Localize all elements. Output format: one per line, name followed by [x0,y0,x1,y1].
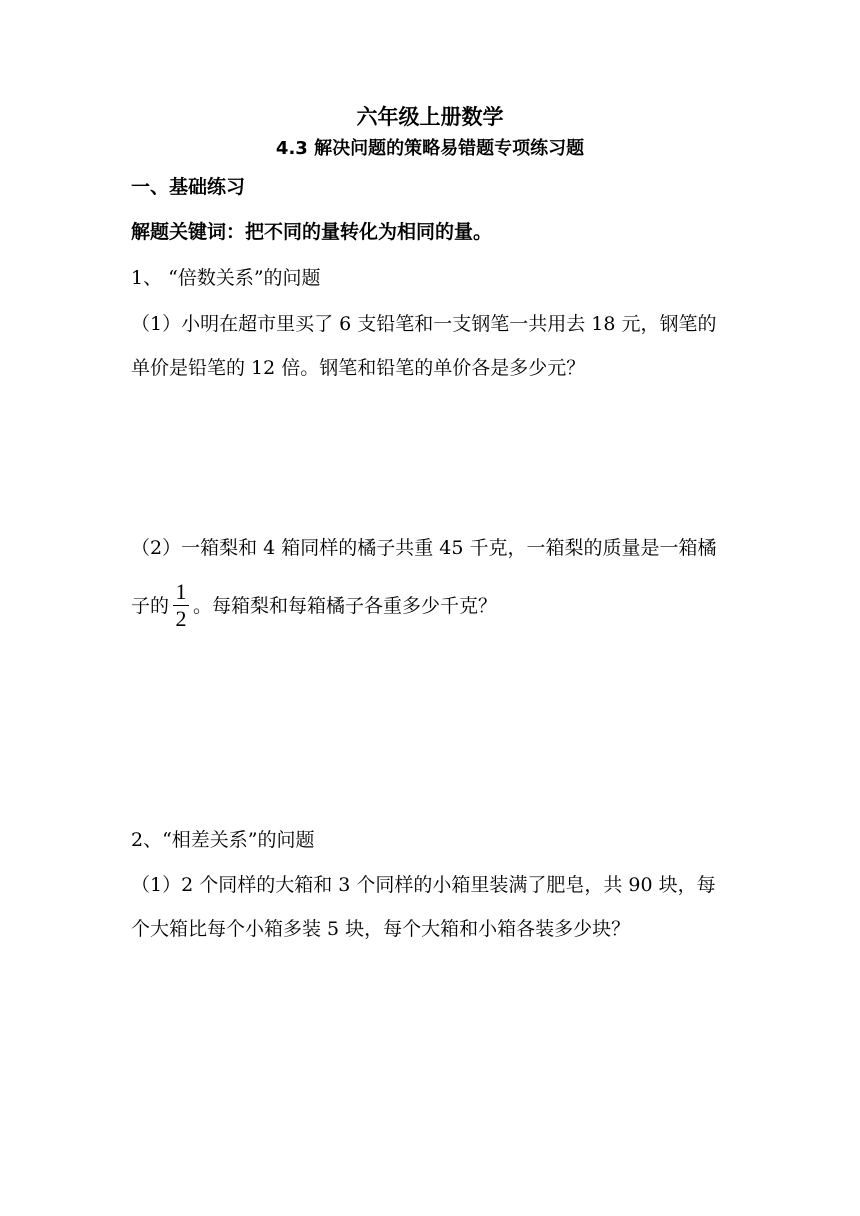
question-1-heading: 1、 “倍数关系”的问题 [131,267,321,289]
question-1-1-line-2: 单价是铅笔的 12 倍。钢笔和铅笔的单价各是多少元？ [131,357,586,379]
keyword-line: 解题关键词：把不同的量转化为相同的量。 [131,221,493,243]
fraction-numerator: 1 [175,578,187,604]
document-title: 六年级上册数学 [356,105,504,129]
question-1-2-line-2 [131,578,497,634]
question-1-2-line-1: （2）一箱梨和 4 箱同样的橘子共重 45 千克，一箱梨的质量是一箱橘 [131,537,717,559]
question-1-1-line-1: （1）小明在超市里买了 6 支铅笔和一支钢笔一共用去 18 元，钢笔的 [131,313,717,335]
question-2-1-line-2: 个大箱比每个小箱多装 5 块，每个大箱和小箱各装多少块？ [131,918,631,940]
fraction-denominator: 2 [175,605,187,631]
section-heading: 一、基础练习 [131,176,246,198]
question-2-1-line-1: （1）2 个同样的大箱和 3 个同样的小箱里装满了肥皂，共 90 块，每 [131,874,716,896]
question-1-2-line-2-suffix: 。每箱梨和每箱橘子各重多少千克？ [193,595,498,617]
question-1-2-line-2-prefix: 子的 [131,595,170,617]
fraction-one-half [173,580,189,631]
document-subtitle: 4.3 解决问题的策略易错题专项练习题 [275,138,585,159]
question-2-heading: 2、“相差关系”的问题 [131,829,315,851]
